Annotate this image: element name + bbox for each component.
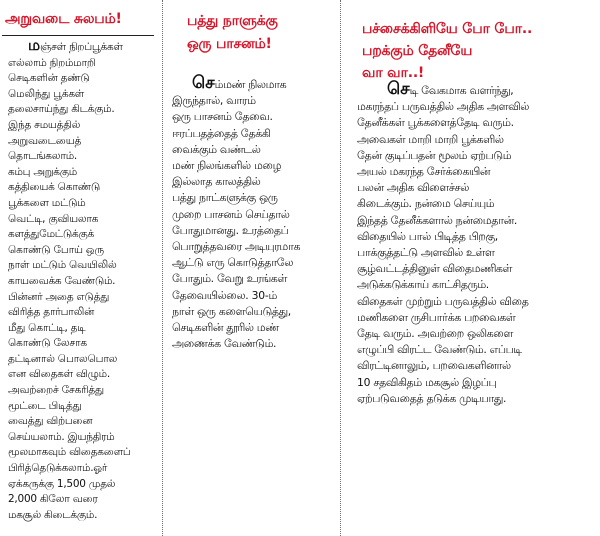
body-line: கத்தியைக் கொண்டு	[8, 181, 101, 194]
body-line: மூட்டை பிடித்து	[8, 399, 82, 412]
first-line	[357, 81, 529, 99]
headline-line: பச்சைக்கிளியே போ போ..	[362, 21, 533, 37]
body-line: ஆட்டு எரு கொடுத்தாலே	[172, 256, 294, 270]
body-line: அடுக்கடுக்காய் காட்சிதரும்.	[357, 278, 489, 292]
body-line: பிரித்தெடுக்கலாம்.ஓர்	[8, 462, 108, 475]
headline-line: அறுவடை சுலபம்!	[5, 11, 122, 27]
body-line: விரட்டினாலும், பறவைகளினால்	[357, 359, 511, 373]
body-line: களத்துமேட்டுக்குக்	[8, 228, 94, 241]
body-line: அவற்றைச் சேகரித்து	[8, 384, 104, 397]
body-line: விரித்த தார்பாலின்	[8, 306, 95, 319]
body-line: மகசூல் கிடைக்கும்.	[8, 508, 98, 521]
body-line: தேனீக்கள் பூக்களைத்தேடி வரும்.	[357, 116, 514, 130]
body-line: மீது கொட்டி, தடி	[8, 321, 86, 334]
headline-line: பறக்கும் தேனீயே	[362, 43, 473, 59]
body-line: செடிகளின் தண்டு	[8, 72, 90, 85]
first-line-text: டி வேகமாக வளர்ந்து,	[409, 84, 514, 97]
body-line: ஏற்படுவதைத் தடுக்க முடியாது.	[357, 391, 507, 405]
column-divider-1	[162, 0, 163, 536]
body-line: கிடைக்கும். நன்மை செய்யும்	[357, 197, 495, 211]
article-body-harvest	[8, 38, 131, 523]
body-line: நாள் மட்டும் வெயிலில்	[8, 259, 117, 272]
headline-line: வா வா..!	[362, 65, 425, 81]
body-line: காயவைக்க வேண்டும்.	[8, 274, 116, 287]
body-line: தேடி வரும். அவற்றை ஒலிகளை	[357, 327, 513, 341]
body-line: பின்னர் அதை எடுத்து	[8, 290, 110, 303]
body-line: இருந்தால், வாரம்	[172, 94, 256, 108]
body-line: வைக்கும் வண்டல்	[172, 142, 261, 156]
body-line: பலன் அதிக விளைச்சல்	[357, 181, 469, 195]
body-line: இந்தத் தேனீக்களால் நன்மைதான்.	[357, 213, 518, 227]
body-line: விதையில் பால் பிடித்த பிறகு,	[357, 229, 498, 243]
body-line: அவைகள் மாறி மாறி பூக்களில்	[357, 132, 504, 146]
headline-irrigation	[187, 10, 278, 56]
first-line	[8, 38, 131, 56]
body-line: தட்டினால் பொலபொல	[8, 352, 118, 365]
first-line-text: ம்மண் நிலமாக	[214, 78, 287, 91]
body-line: ஒரு பாசனம் தேவை.	[172, 110, 273, 124]
body-line: இந்த சமயத்தில்	[8, 118, 81, 131]
drop-cap: செ	[192, 73, 215, 93]
article-body-irrigation	[172, 75, 300, 352]
body-line: அறுவடையைத்	[8, 134, 82, 147]
column-divider-2	[340, 0, 341, 536]
body-line: 10 சதவிகிதம் மகசூல் இழப்பு	[357, 375, 497, 389]
body-line: போதுமானது. உரத்தைப்	[172, 223, 289, 237]
body-line: செய்யலாம். இயந்திரம்	[8, 430, 115, 443]
body-line: போதும். வேறு உரங்கள்	[172, 272, 287, 286]
body-line: வெட்டி, குவியலாக	[8, 212, 99, 225]
headline-line: ஒரு பாசனம்!	[187, 36, 272, 52]
body-line: வைத்து விற்பனை	[8, 415, 93, 428]
body-line: பூக்களை மட்டும்	[8, 196, 86, 209]
body-line: ஏக்கருக்கு 1,500 முதல்	[8, 477, 116, 490]
headline-line: பத்து நாளுக்கு	[187, 13, 278, 29]
body-line: கொண்டு போய் ஒரு	[8, 243, 104, 256]
headline-rule	[2, 35, 154, 36]
body-line: 2,000 கிலோ வரை	[8, 493, 98, 506]
first-line-text: ஞ்சள் நிறப்பூக்கள்	[40, 41, 123, 53]
article-body-pollination	[357, 81, 529, 407]
first-line	[172, 75, 300, 93]
drop-cap: செ	[387, 79, 410, 99]
body-line: எல்லாம் நிறம்மாறி	[8, 56, 96, 69]
body-line: இல்லாத காலத்தில்	[172, 175, 261, 189]
body-line: விதைகள் முற்றும் பருவத்தில் விதை	[357, 294, 529, 308]
body-line: மெலிந்து பூக்கள்	[8, 87, 85, 100]
body-line: மூலமாகவும் விதைகளைப்	[8, 446, 131, 459]
body-line: அயல் மகரந்த சேர்க்கையின்	[357, 165, 491, 179]
drop-cap: ம	[28, 36, 41, 54]
body-line: தலைசாய்ந்து கிடக்கும்.	[8, 103, 115, 116]
headline-harvest	[5, 9, 122, 29]
body-line: தொடங்கலாம்.	[8, 150, 78, 163]
body-line: எழுப்பி விரட்ட வேண்டும். எப்படி	[357, 343, 522, 357]
body-line: மண் நிலங்களில் மழை	[172, 159, 282, 173]
body-line: கம்பு அறுக்கும்	[8, 165, 77, 178]
body-line: பாக்குத்தட்டு அளவில் உள்ள	[357, 246, 495, 260]
body-line: முறை பாசனம் செய்தால்	[172, 207, 290, 221]
body-line: செடிகளின் தூரில் மண்	[172, 321, 279, 335]
body-line: மகரந்தப் பருவத்தில் அதிக அளவில்	[357, 100, 529, 114]
body-line: தேன் குடிப்பதன் மூலம் ஏற்படும்	[357, 148, 512, 162]
headline-pollination	[362, 18, 532, 84]
article-column-irrigation	[165, 0, 335, 536]
body-line: மணிகளை ருசிபார்க்க பறவைகள்	[357, 310, 516, 324]
article-column-pollination	[344, 0, 600, 536]
body-line: தேவையில்லை. 30-ம்	[172, 288, 277, 302]
body-line: கொண்டு லேசாக	[8, 337, 87, 350]
body-line: பத்து நாட்களுக்கு ஒரு	[172, 191, 278, 205]
body-line: பொறுத்தவரை அடியுரமாக	[172, 240, 301, 254]
body-line: சூழ்வட்டத்தினுள் விதைமணிகள்	[357, 262, 513, 276]
article-column-harvest	[0, 0, 160, 536]
body-line: ஈரப்பதத்தைத் தேக்கி	[172, 126, 271, 140]
body-line: நாள் ஒரு களையெடுத்து,	[172, 304, 291, 318]
body-line: அணைக்க வேண்டும்.	[172, 337, 277, 351]
body-line: என விதைகள் விழும்.	[8, 368, 110, 381]
